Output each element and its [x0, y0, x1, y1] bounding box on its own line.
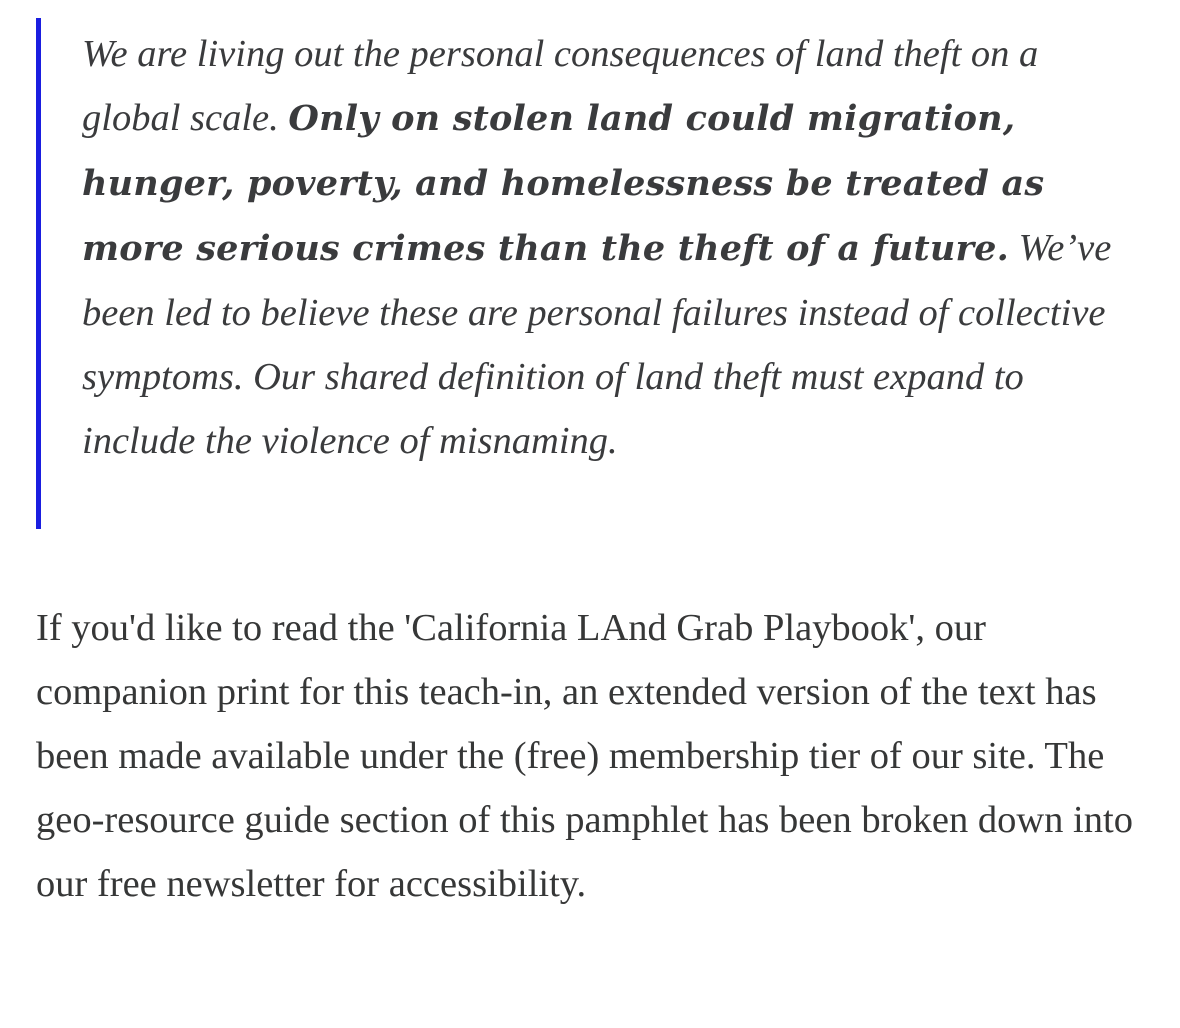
- quote-text-emphasis: Only on stolen land could migration, hunger, poverty, and homelessness be treated as more serious crimes than the theft of a future.: [82, 98, 1045, 269]
- quote-text: [82, 22, 1122, 473]
- body-paragraph: If you'd like to read the 'California LAnd Grab Playbook', our companion print for this teach-in, an extended version of the text has been made available under the (free) membership tier of our site. The geo-resource guide section of this pamphlet has been broken down into our free newsletter for accessibility.: [36, 607, 1133, 905]
- quote-text-intro: We are living out the personal consequences of land theft on a global scale.: [82, 33, 1039, 139]
- quote-text-conclusion: We’ve been led to believe these are personal failures instead of collective symptoms. Our shared definition of land theft must expand to include the violence of misnaming.: [82, 227, 1112, 462]
- blockquote: [36, 18, 1146, 529]
